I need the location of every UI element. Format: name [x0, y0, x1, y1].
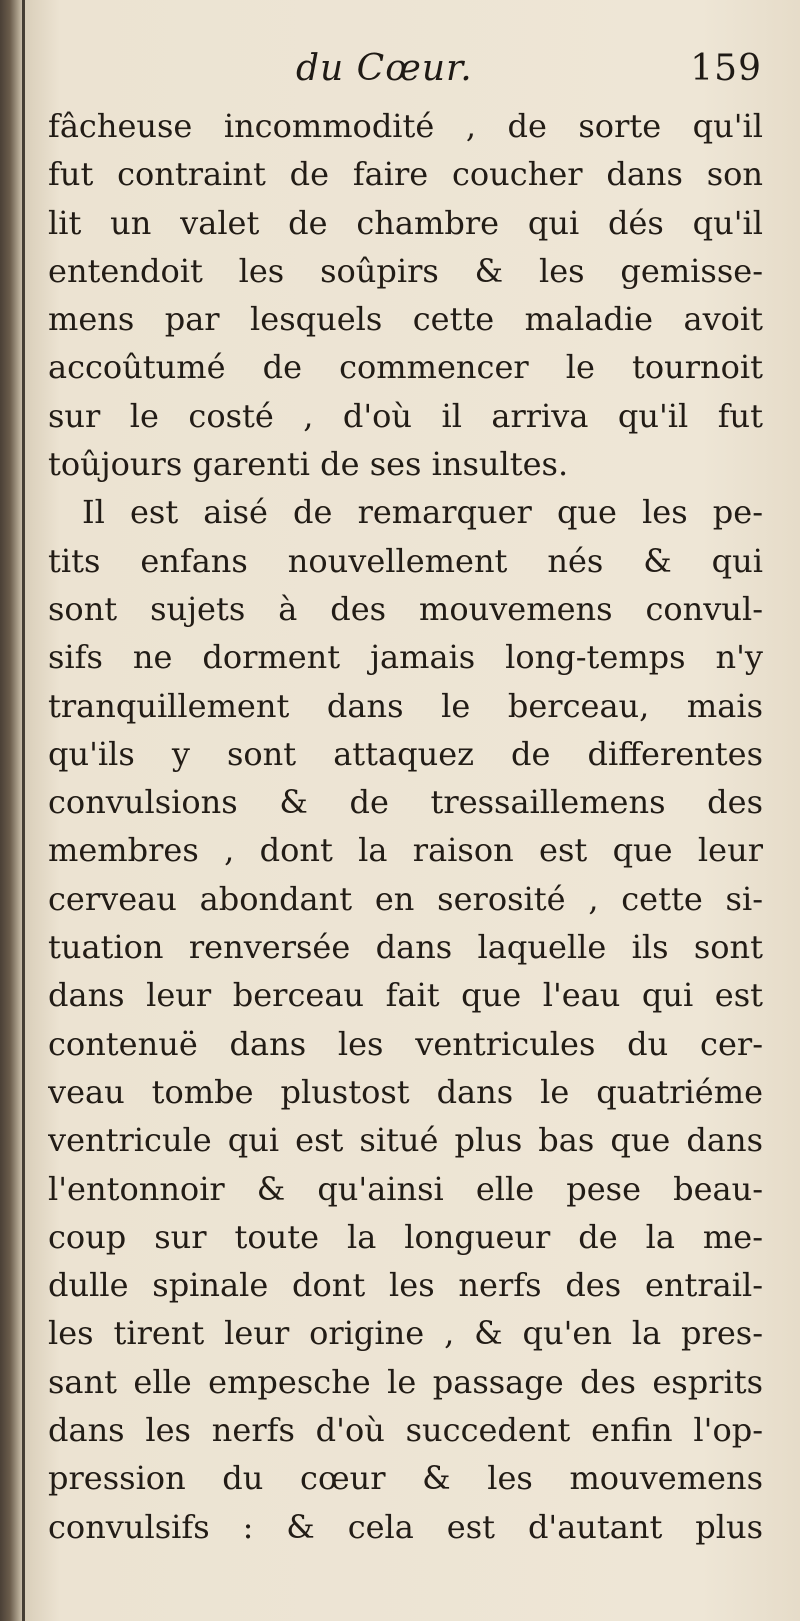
text-line: cerveau abondant en serosité , cette si- [48, 879, 763, 918]
text-line: fâcheuse incommodité , de sorte qu'il [48, 107, 763, 145]
text-line: sifs ne dorment jamais long-temps n'y [48, 638, 763, 677]
text-line: lit un valet de chambre qui dés qu'il [48, 203, 763, 242]
page-gutter-shadow [22, 0, 25, 1621]
page-header [48, 42, 768, 102]
text-line: dans leur berceau fait que l'eau qui est [48, 976, 763, 1015]
text-line: sur le costé , d'où il arriva qu'il fut [48, 396, 763, 435]
text-line: sant elle empesche le passage des esprits [48, 1362, 763, 1401]
text-line: dulle spinale dont les nerfs des entrail- [48, 1266, 763, 1305]
text-line: l'entonnoir & qu'ainsi elle pese beau- [48, 1169, 763, 1208]
text-line: contenuë dans les ventricules du cer- [48, 1024, 763, 1063]
text-line: sont sujets à des mouvemens convul- [48, 589, 763, 628]
text-line: dans les nerfs d'où succedent enfin l'op- [48, 1411, 763, 1450]
text-line: convulsions & de tressaillemens des [48, 783, 763, 822]
text-line: veau tombe plustost dans le quatriéme [48, 1072, 763, 1111]
text-line: fut contraint de faire coucher dans son [48, 155, 763, 194]
page-number: 159 [690, 48, 762, 89]
text-line: mens par lesquels cette maladie avoit [48, 300, 763, 339]
running-head: du Cœur. [296, 48, 473, 89]
text-line: qu'ils y sont attaquez de differentes [48, 734, 763, 773]
paragraph-start-line: Il est aisé de remarquer que les pe- [82, 493, 763, 532]
text-line: accoûtumé de commencer le tournoit [48, 348, 763, 387]
text-line: tranquillement dans le berceau, mais [48, 686, 763, 725]
text-line: convulsifs : & cela est d'autant plus [48, 1507, 763, 1546]
text-line: entendoit les soûpirs & les gemisse- [48, 251, 763, 290]
text-line: pression du cœur & les mouvemens [48, 1459, 763, 1498]
text-line: tuation renversée dans laquelle ils sont [48, 928, 763, 967]
body-text [48, 102, 763, 1551]
text-line: coup sur toute la longueur de la me- [48, 1217, 763, 1256]
text-line: ventricule qui est situé plus bas que dans [48, 1121, 763, 1160]
text-line: membres , dont la raison est que leur [48, 831, 763, 870]
paragraph-end-line: toûjours garenti de ses insultes. [48, 445, 569, 484]
text-line: tits enfans nouvellement nés & qui [48, 541, 763, 580]
text-line: les tirent leur origine , & qu'en la pres- [48, 1314, 763, 1353]
